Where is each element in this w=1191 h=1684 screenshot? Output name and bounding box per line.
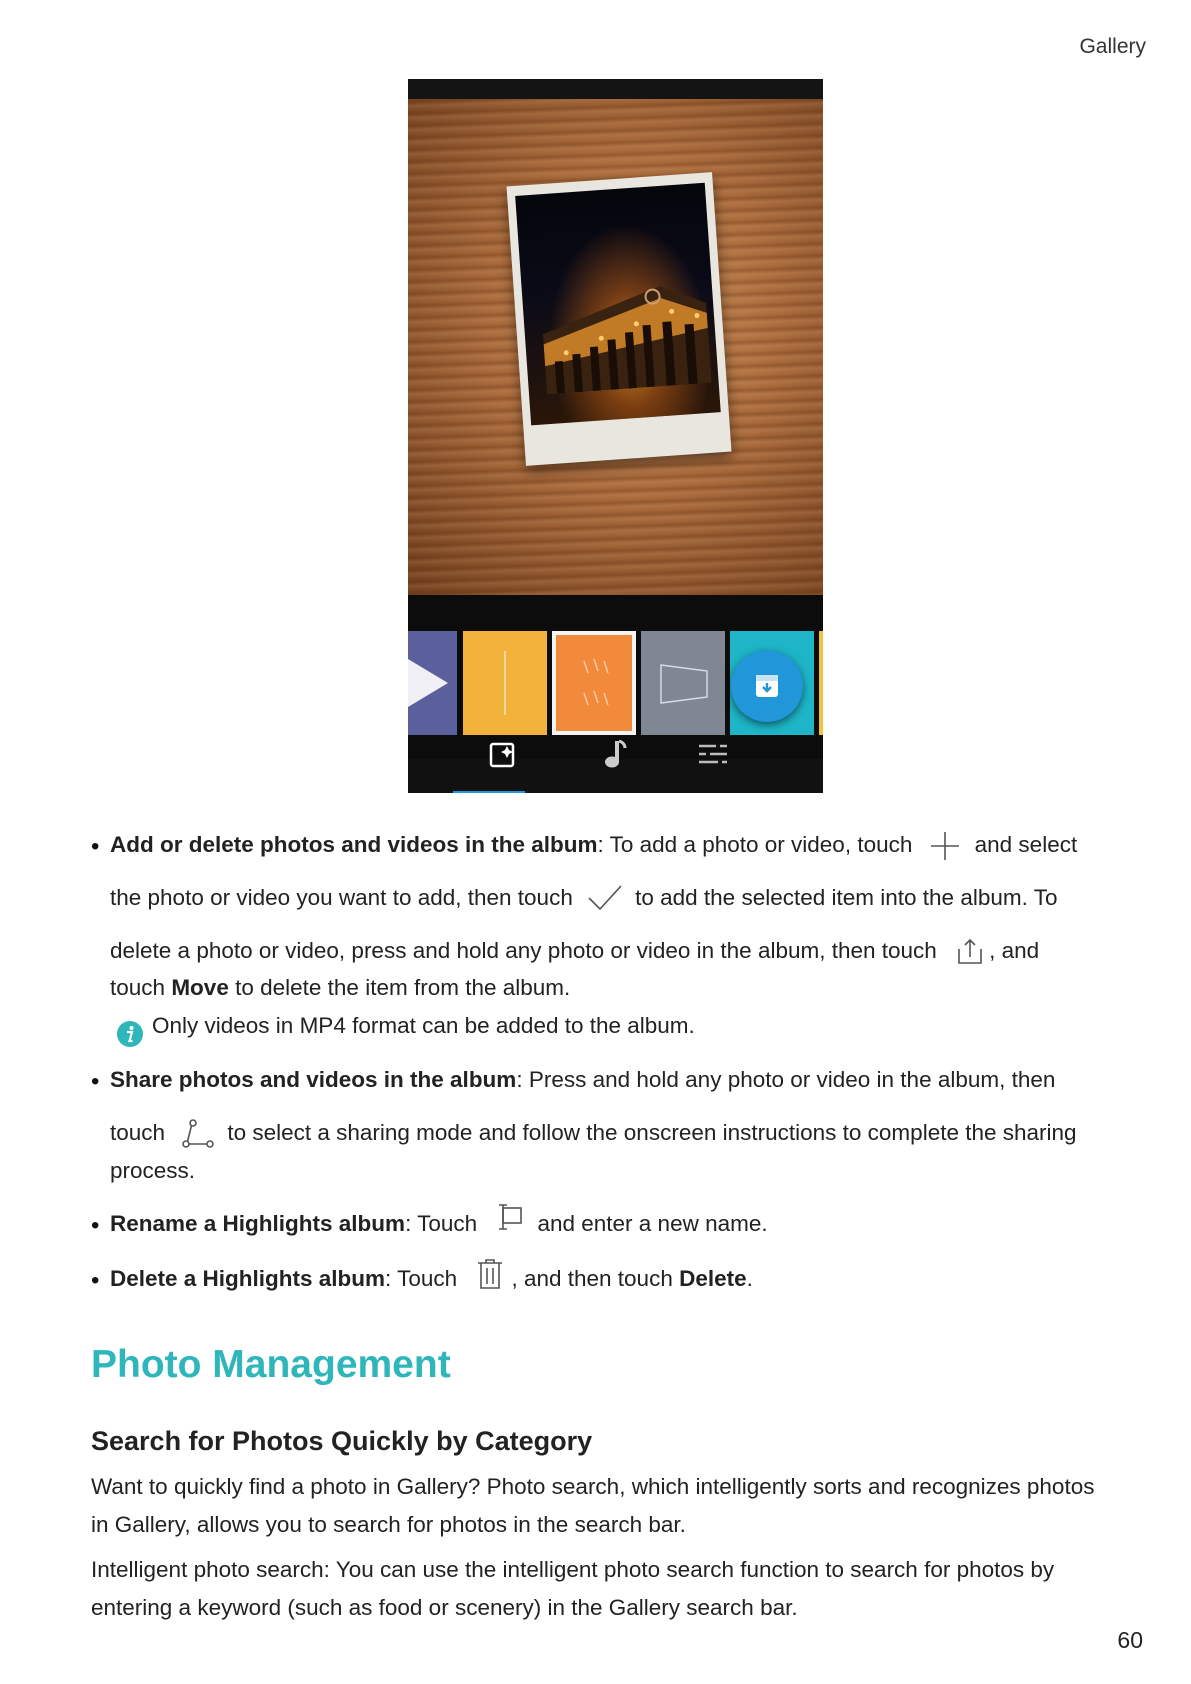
bullet-dot: • [91,833,100,860]
plus-icon [929,830,961,862]
bullet-dot: • [91,1267,100,1294]
bullet-dot: • [91,1212,100,1239]
building-illustration [539,263,712,394]
section-heading: Photo Management [91,1343,451,1386]
paragraph-line: in Gallery, allows you to search for photos in the search bar. [91,1512,686,1537]
bullet-add-line1: Add or delete photos and videos in the album: To add a photo or video, touch and select [110,826,1077,864]
theme-tile[interactable] [408,631,457,735]
bullet-add-line3: delete a photo or video, press and hold any photo or video in the album, then touch , and [110,932,1039,970]
theme-tile[interactable] [463,631,547,735]
theme-tile[interactable] [819,631,823,735]
page-number: 60 [1117,1627,1143,1653]
theme-tile[interactable] [641,631,725,735]
tab-indicator [453,791,525,793]
bullet-rename: Rename a Highlights album: Touch and enter a new name. [110,1205,768,1243]
template-icon[interactable] [486,737,520,771]
status-bar [408,79,823,99]
move-out-icon [955,937,985,967]
export-icon [754,673,780,699]
polaroid-frame [506,172,731,466]
wood-background [408,99,823,595]
theme-tile-selected[interactable] [552,631,636,735]
night-building-photo [515,183,721,426]
paragraph-line: Intelligent photo search: You can use the intelligent photo search function to search for photos by [91,1557,1055,1582]
subsection-heading: Search for Photos Quickly by Category [91,1426,593,1456]
rename-icon [495,1203,523,1233]
bullet-add-line2: the photo or video you want to add, then touch to add the selected item into the album. To [110,879,1057,917]
page-header: Gallery [1079,35,1146,58]
bullet-add-line4: touch Move to delete the item from the album. [110,975,571,1000]
music-icon[interactable] [598,737,632,771]
checkmark-icon [587,884,623,914]
paragraph-line: Want to quickly find a photo in Gallery? Photo search, which intelligently sorts and recognizes photos [91,1474,1095,1499]
bullet-share-line3: process. [110,1158,196,1183]
phone-screenshot [408,79,823,793]
info-icon [116,1020,144,1048]
trash-icon [475,1257,505,1291]
bullet-share-line1: Share photos and videos in the album: Press and hold any photo or video in the album, then [110,1067,1056,1092]
share-icon [181,1118,215,1150]
export-button[interactable] [731,650,803,722]
adjust-icon[interactable] [696,737,730,771]
bullet-share-line2: touch to select a sharing mode and follow the onscreen instructions to complete the sharing [110,1114,1077,1152]
editor-toolbar [408,757,823,793]
bullet-dot: • [91,1068,100,1095]
bullet-delete: Delete a Highlights album: Touch , and then touch Delete. [110,1260,753,1298]
paragraph-line: entering a keyword (such as food or scenery) in the Gallery search bar. [91,1595,798,1620]
bullet-add-title: Add or delete photos and videos in the album [110,832,598,857]
note-text: Only videos in MP4 format can be added to the album. [152,1013,695,1038]
